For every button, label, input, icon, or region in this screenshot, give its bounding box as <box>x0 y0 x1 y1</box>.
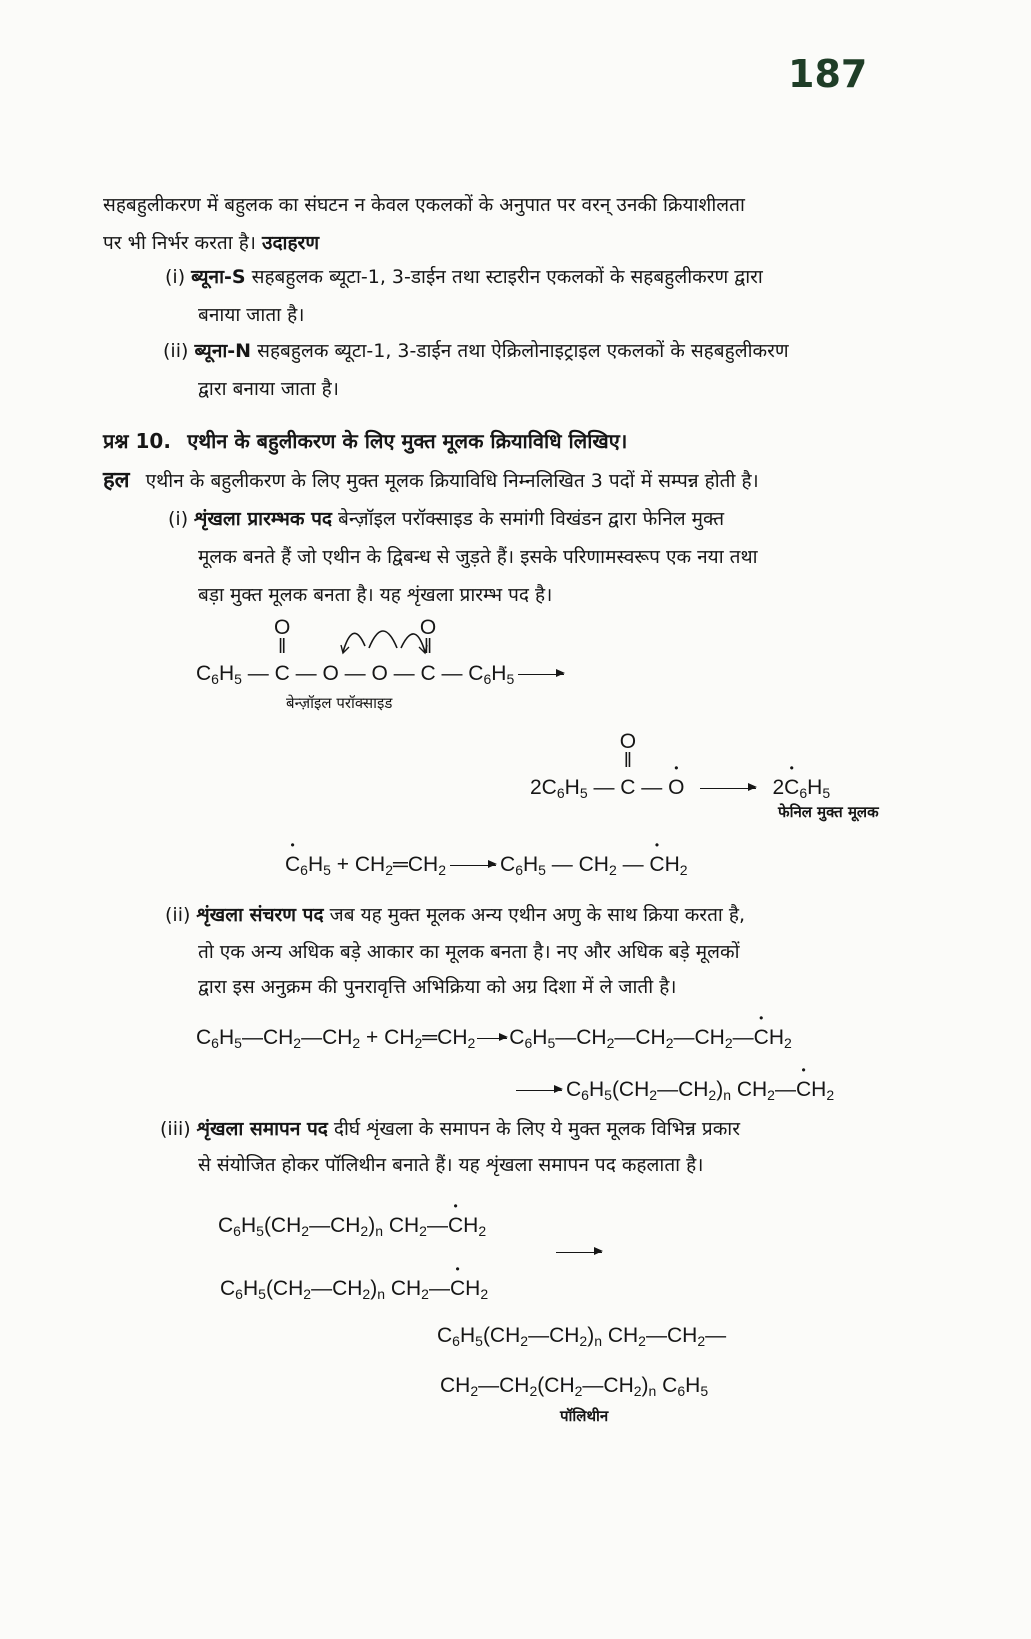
example-2-line-1 <box>163 332 789 370</box>
reaction-5-product-line-2: $CH_2—CH_2(CH_2—CH_2)_n$ $C_6H_5$ <box>440 1374 709 1399</box>
step-2-text: जब यह मुक्त मूलक अन्य एथीन अणु के साथ क्रिया करता है, <box>329 904 746 926</box>
example-2-text: सहबहुलक ब्यूटा-1, 3-डाईन तथा ऐक्रिलोनाइट्राइल एकलकों के सहबहुलीकरण <box>257 340 789 362</box>
step-2-title: शृंखला संचरण पद <box>196 904 324 926</box>
reaction-arrow-icon <box>516 1090 562 1091</box>
example-2-title: ब्यूना-N <box>194 340 252 362</box>
label-polythene: पॉलिथीन <box>560 1407 609 1425</box>
reaction-5-product-line-1: $C_6H_5(CH_2—CH_2)_n$ $CH_2—CH_2—$ <box>437 1324 727 1349</box>
reaction-arrow-icon <box>450 865 496 866</box>
example-1-title: ब्यूना-S <box>191 266 246 288</box>
step-1-line-1 <box>168 500 724 538</box>
reaction-arrow-icon <box>556 1252 602 1253</box>
step-2-line-1 <box>165 896 745 934</box>
label-benzoyl-peroxide: बेन्ज़ॉइल परॉक्साइड <box>286 694 393 712</box>
intro-example-heading: उदाहरण <box>262 232 320 254</box>
example-1-line-1 <box>165 258 763 296</box>
step-3-num: (iii) <box>160 1118 191 1140</box>
reaction-arrow-icon <box>477 1038 507 1039</box>
reaction-5-reactant-1: $C_6H_5(CH_2—CH_2)_n$ $CH_2—•$ $CH_2$ <box>218 1214 486 1238</box>
step-1-text: बेन्ज़ॉइल परॉक्साइड के समांगी विखंडन द्वारा फेनिल मुक्त <box>338 508 725 530</box>
reaction-4: $C_6H_5—CH_2—CH_2$ + $CH_2═CH_2$ $C_6H_5—CH_2—CH_2—CH_2—•$ $CH_2$ <box>196 1026 792 1050</box>
step-2-num: (ii) <box>165 904 191 926</box>
solution-text: एथीन के बहुलीकरण के लिए मुक्त मूलक क्रियाविधि निम्नलिखित 3 पदों में सम्पन्न होती है। <box>145 470 759 492</box>
example-1-num: (i) <box>165 266 186 288</box>
reaction-5-reactant-2: $C_6H_5(CH_2—CH_2)_n$ $CH_2—•$ $CH_2$ <box>220 1277 488 1301</box>
step-3-line-2: से संयोजित होकर पॉलिथीन बनाते हैं। यह शृंखला समापन पद कहलाता है। <box>198 1154 704 1176</box>
question <box>103 422 627 460</box>
page-number: 187 <box>788 52 868 96</box>
reaction-2: $2C_6H_5$ — O C ‖ — • O 2• $C_6H_5$ <box>530 776 830 800</box>
intro-line-2-text: पर भी निर्भर करता है। <box>103 232 256 254</box>
solution-line <box>103 462 759 500</box>
reaction-arrow-icon <box>518 674 564 675</box>
intro-line-1: सहबहुलीकरण में बहुलक का संघटन न केवल एकलकों के अनुपात पर वरन् उनकी क्रियाशीलता <box>103 194 745 216</box>
step-1-num: (i) <box>168 508 189 530</box>
reaction-1: $C_6H_5$ — O C ‖ — O — O — O C ‖ — $C_6H_5$ <box>196 662 568 686</box>
reaction-3: • $C_6H_5$ + $CH_2═CH_2$ $C_6H_5$ — $CH_2$ — • $CH_2$ <box>285 853 688 877</box>
example-2-num: (ii) <box>163 340 189 362</box>
step-3-text: दीर्घ शृंखला के समापन के लिए ये मुक्त मूलक विभिन्न प्रकार <box>333 1118 741 1140</box>
example-1-text: सहबहुलक ब्यूटा-1, 3-डाईन तथा स्टाइरीन एकलकों के सहबहुलीकरण द्वारा <box>251 266 763 288</box>
solution-label: हल <box>103 468 130 493</box>
step-2-line-2: तो एक अन्य अधिक बड़े आकार का मूलक बनता है। नए और अधिक बड़े मूलकों <box>198 941 740 963</box>
step-3-line-1 <box>160 1110 740 1148</box>
intro-line-2 <box>103 224 319 262</box>
question-text: एथीन के बहुलीकरण के लिए मुक्त मूलक क्रियाविधि लिखिए। <box>187 429 628 453</box>
example-2-line-2: द्वारा बनाया जाता है। <box>198 378 339 400</box>
step-1-line-3: बड़ा मुक्त मूलक बनता है। यह शृंखला प्रारम्भ पद है। <box>198 584 553 606</box>
question-label: प्रश्न 10. <box>103 429 171 453</box>
reaction-5-arrow <box>552 1240 606 1264</box>
reaction-arrow-icon <box>700 788 756 789</box>
example-1-line-2: बनाया जाता है। <box>198 304 305 326</box>
step-3-title: शृंखला समापन पद <box>196 1118 328 1140</box>
step-1-title: शृंखला प्रारम्भक पद <box>194 508 332 530</box>
label-phenyl-radical: फेनिल मुक्त मूलक <box>778 803 879 821</box>
reaction-4-continued: $C_6H_5(CH_2—CH_2)_n$ $CH_2—•$ $CH_2$ <box>512 1078 834 1102</box>
step-1-line-2: मूलक बनते हैं जो एथीन के द्विबन्ध से जुड़ते हैं। इसके परिणामस्वरूप एक नया तथा <box>198 546 758 568</box>
step-2-line-3: द्वारा इस अनुक्रम की पुनरावृत्ति अभिक्रिया को अग्र दिशा में ले जाती है। <box>198 976 677 998</box>
